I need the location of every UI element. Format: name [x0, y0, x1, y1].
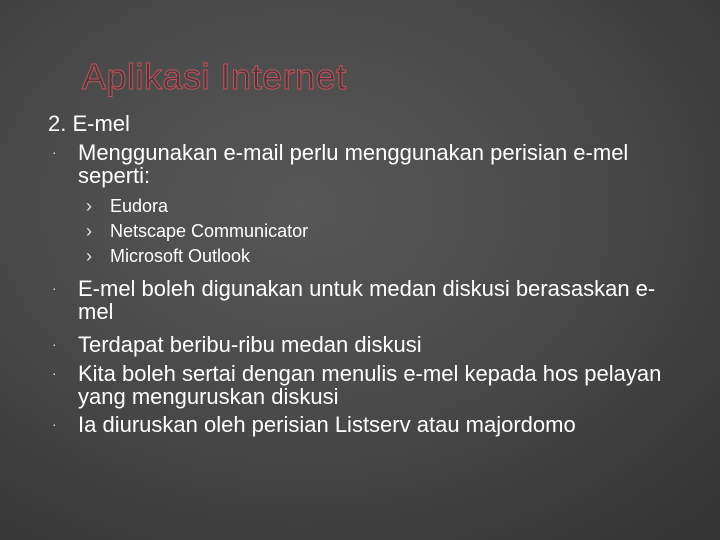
sub-item-text: Eudora — [110, 196, 169, 216]
sub-item-text: Netscape Communicator — [110, 221, 309, 241]
bullet-dot-icon: · — [52, 336, 57, 352]
sub-list-item — [86, 194, 308, 219]
bullet-item — [52, 412, 678, 437]
bullet-dot-icon: · — [52, 365, 57, 381]
bullet-text: Ia diuruskan oleh perisian Listserv atau majordomo — [78, 412, 576, 437]
sub-list-item — [86, 244, 308, 269]
slide-title: Aplikasi Internet — [82, 56, 347, 97]
bullet-item — [52, 276, 678, 324]
bullet-item — [52, 332, 678, 357]
chevron-right-icon: › — [86, 196, 92, 216]
bullet-dot-icon: · — [52, 416, 57, 432]
sub-item-text: Microsoft Outlook — [110, 246, 251, 266]
bullet-text: Kita boleh sertai dengan menulis e-mel kepada hos pelayan yang menguruskan diskusi — [78, 361, 662, 409]
bullet-dot-icon: · — [52, 280, 57, 296]
sub-list-item — [86, 219, 308, 244]
section-heading: 2. E-mel — [48, 111, 130, 136]
bullet-text: E-mel boleh digunakan untuk medan diskusi berasaskan e-mel — [78, 276, 656, 324]
bullet-dot-icon: · — [52, 144, 57, 160]
bullet-text: Menggunakan e-mail perlu menggunakan perisian e-mel seperti: — [78, 140, 629, 188]
sub-list — [86, 194, 308, 269]
bullet-item — [52, 140, 678, 188]
chevron-right-icon: › — [86, 221, 92, 241]
bullet-item — [52, 361, 678, 409]
bullet-text: Terdapat beribu-ribu medan diskusi — [78, 332, 422, 357]
chevron-right-icon: › — [86, 246, 92, 266]
